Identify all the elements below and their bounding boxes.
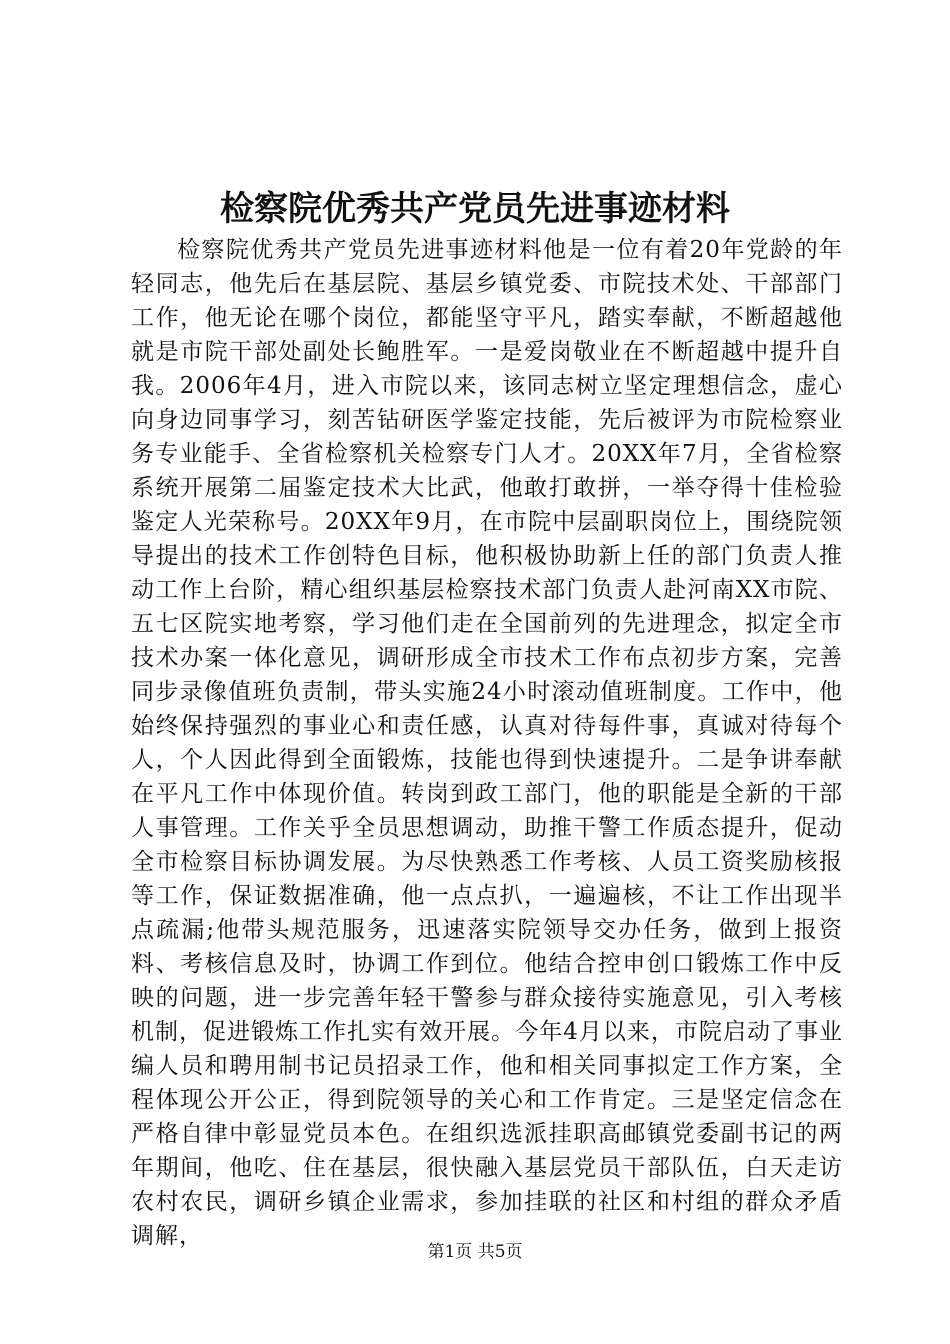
document-body-paragraph: 检察院优秀共产党员先进事迹材料他是一位有着20年党龄的年轻同志，他先后在基层院、基层乡镇党委、市院技术处、干部部门工作，他无论在哪个岗位，都能坚守平凡，踏实奉献，不断超越他就是市院干部处副处长鲍胜军。一是爱岗敬业在不断超越中提升自我。2006年4月，进入市院以来，该同志树立坚定理想信念，虚心向身边同事学习，刻苦钻研医学鉴定技能，先后被评为市院检察业务专业能手、全省检察机关检察专门人才。20XX年7月，全省检察系统开展第二届鉴定技术大比武，他敢打敢拼，一举夺得十佳检验鉴定人光荣称号。20XX年9月，在市院中层副职岗位上，围绕院领导提出的技术工作创特色目标，他积极协助新上任的部门负责人推动工作上台阶，精心组织基层检察技术部门负责人赴河南XX市院、五七区院实地考察，学习他们走在全国前列的先进理念，拟定全市技术办案一体化意见，调研形成全市技术工作布点初步方案，完善同步录像值班负责制，带头实施24小时滚动值班制度。工作中，他始终保持强烈的事业心和责任感，认真对待每件事，真诚对待每个人，个人因此得到全面锻炼，技能也得到快速提升。二是争讲奉献在平凡工作中体现价值。转岗到政工部门，他的职能是全新的干部人事管理。工作关乎全员思想调动，助推干警工作质态提升，促动全市检察目标协调发展。为尽快熟悉工作考核、人员工资奖励核报等工作，保证数据准确，他一点点扒，一遍遍核，不让工作出现半点疏漏;他带头规范服务，迅速落实院领导交办任务，做到上报资料、考核信息及时，协调工作到位。他结合控申创口锻炼工作中反映的问题，进一步完善年轻干警参与群众接待实施意见，引入考核机制，促进锻炼工作扎实有效开展。今年4月以来，市院启动了事业编人员和聘用制书记员招录工作，他和相关同事拟定工作方案，全程体现公开公正，得到院领导的关心和工作肯定。三是坚定信念在严格自律中彰显党员本色。在组织选派挂职高邮镇党委副书记的两年期间，他吃、住在基层，很快融入基层党员干部队伍，白天走访农村农民，调研乡镇企业需求，参加挂联的社区和村组的群众矛盾调解，: [131, 237, 843, 1249]
page-footer: 第1页 共5页: [427, 1242, 523, 1262]
document-title: 检察院优秀共产党员先进事迹材料: [220, 189, 730, 229]
